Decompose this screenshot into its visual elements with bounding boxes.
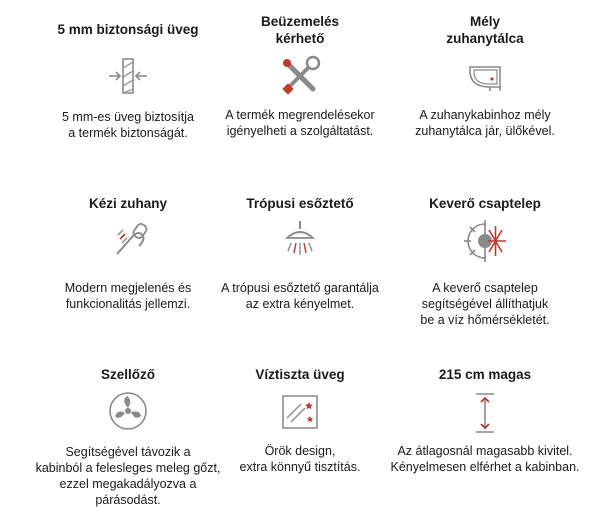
rain-shower-icon [275, 218, 325, 264]
feature-thermostat-mixer [385, 195, 585, 328]
feature-title: Trópusi esőztető [246, 196, 354, 211]
feature-title: Keverő csaptelep [429, 196, 541, 211]
ventilator-icon [103, 388, 153, 434]
hand-shower-icon [103, 218, 153, 264]
feature-title: Kézi zuhany [88, 196, 167, 211]
feature-description: A zuhanykabinhoz mély zuhanytálca jár, ülőkével. [415, 108, 555, 138]
feature-rain-shower [200, 195, 400, 312]
feature-safety-glass [28, 13, 228, 141]
feature-description: A termék megrendelésekor igényelheti a szolgáltatást. [225, 108, 375, 138]
feature-description: Segítségével távozik a kabinból a felesleges meleg gőzt, ezzel megakadályozva a párásodást. [35, 445, 221, 507]
feature-installation [200, 13, 400, 139]
feature-description: 5 mm-es üveg biztosítja a termék biztonságát. [62, 110, 194, 140]
feature-title: Mély zuhanytálca [446, 14, 524, 46]
feature-title: Víztiszta üveg [255, 367, 345, 382]
thermostat-mixer-icon [460, 218, 510, 264]
feature-height [385, 366, 585, 475]
feature-description: Modern megjelenés és funkcionalitás jellemzi. [64, 281, 192, 311]
clear-glass-icon [275, 390, 325, 436]
feature-description: A trópusi esőztető garantálja az extra kényelmet. [221, 281, 379, 311]
feature-title: Szellőző [100, 367, 155, 382]
tools-icon [275, 53, 325, 99]
height-icon [460, 390, 510, 436]
safety-glass-icon [103, 53, 153, 99]
feature-description: Az átlagosnál magasabb kivitel. Kényelmesen elférhet a kabinban. [390, 444, 580, 474]
feature-title: 215 cm magas [438, 367, 532, 382]
shower-tray-icon [460, 53, 510, 99]
feature-clear-glass [200, 366, 400, 475]
feature-description: A keverő csaptelep segítségével állíthatjuk be a víz hőmérsékletét. [420, 281, 550, 327]
feature-description: Örök design, extra könnyű tisztítás. [239, 444, 361, 474]
feature-hand-shower [28, 195, 228, 312]
feature-deep-tray [385, 13, 585, 139]
feature-title: Beüzemelés kérhető [260, 14, 340, 46]
feature-ventilator [28, 366, 228, 508]
feature-title: 5 mm biztonsági üveg [57, 22, 199, 37]
